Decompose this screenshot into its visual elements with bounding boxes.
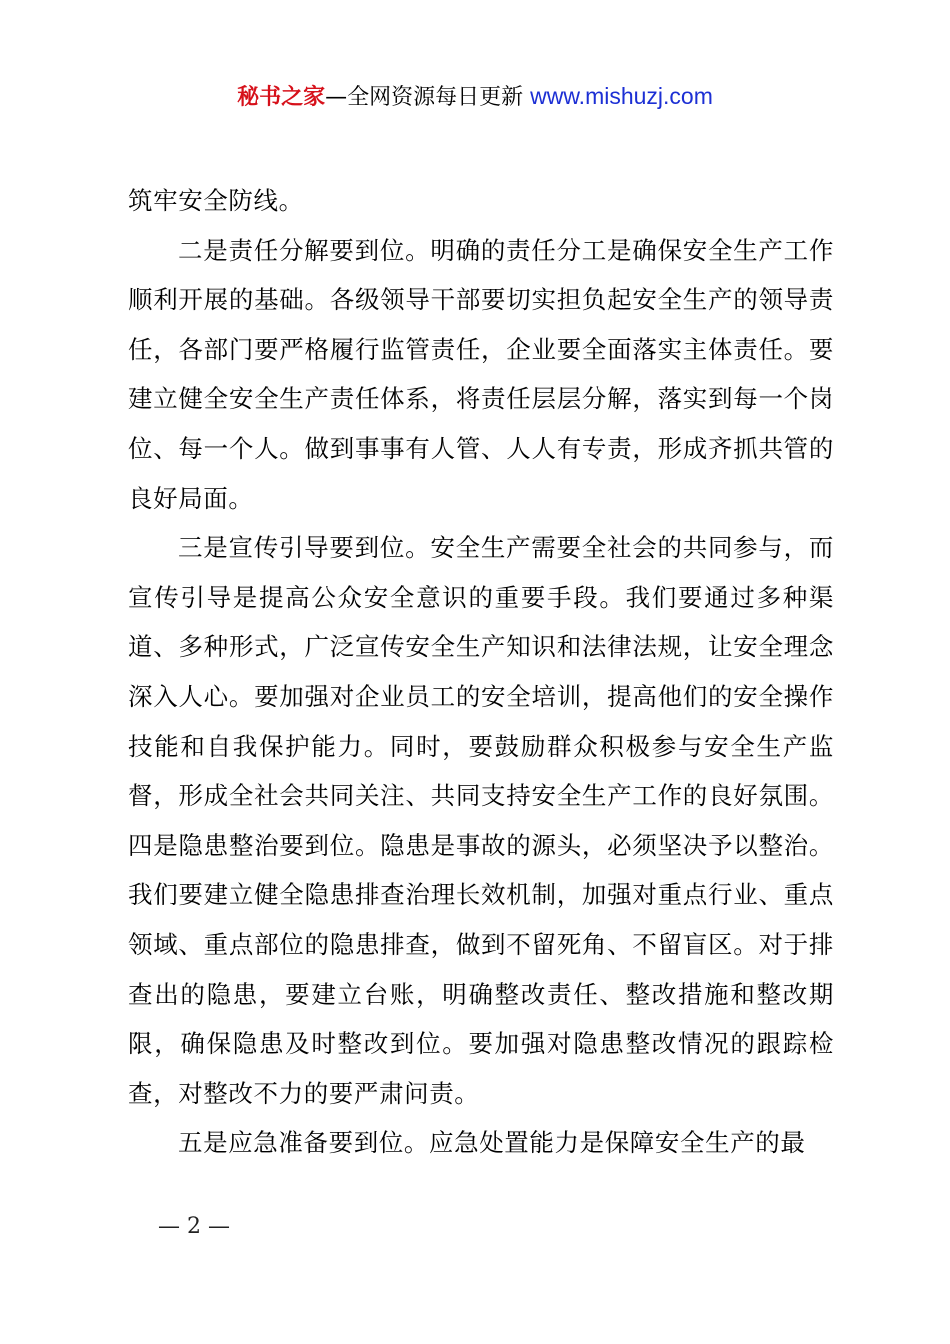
- paragraph-responsibility: 二是责任分解要到位。明确的责任分工是确保安全生产工作顺利开展的基础。各级领导干部要切实担负起安全生产的领导责任，各部门要严格履行监管责任，企业要全面落实主体责任。要建立健全安全生产责任体系，将责任层层分解，落实到每一个岗位、每一个人。做到事事有人管、人人有专责，形成齐抓共管的良好局面。: [128, 235, 834, 513]
- document-body: [128, 176, 834, 1168]
- site-tagline: —全网资源每日更新: [325, 85, 524, 110]
- page-number: — 2 —: [158, 1214, 230, 1239]
- site-brand: 秘书之家: [237, 85, 326, 110]
- site-url-link[interactable]: www.mishuzj.com: [530, 83, 713, 109]
- paragraph-emergency: 五是应急准备要到位。应急处置能力是保障安全生产的最: [178, 1128, 806, 1158]
- site-header: [0, 80, 950, 114]
- paragraph-continuation: 筑牢安全防线。: [128, 186, 304, 215]
- paragraph-publicity: 三是宣传引导要到位。安全生产需要全社会的共同参与，而宣传引导是提高公众安全意识的重要手段。我们要通过多种渠道、多种形式，广泛宣传安全生产知识和法律法规，让安全理念深入人心。要加强对企业员工的安全培训，提高他们的安全操作技能和自我保护能力。同时，要鼓励群众积极参与安全生产监督，形成全社会共同关注、共同支持安全生产工作的良好氛围。四是隐患整治要到位。隐患是事故的源头，必须坚决予以整治。我们要建立健全隐患排查治理长效机制，加强对重点行业、重点领域、重点部位的隐患排查，做到不留死角、不留盲区。对于排查出的隐患，要建立台账，明确整改责任、整改措施和整改期限，确保隐患及时整改到位。要加强对隐患整改情况的跟踪检查，对整改不力的要严肃问责。: [128, 533, 834, 1108]
